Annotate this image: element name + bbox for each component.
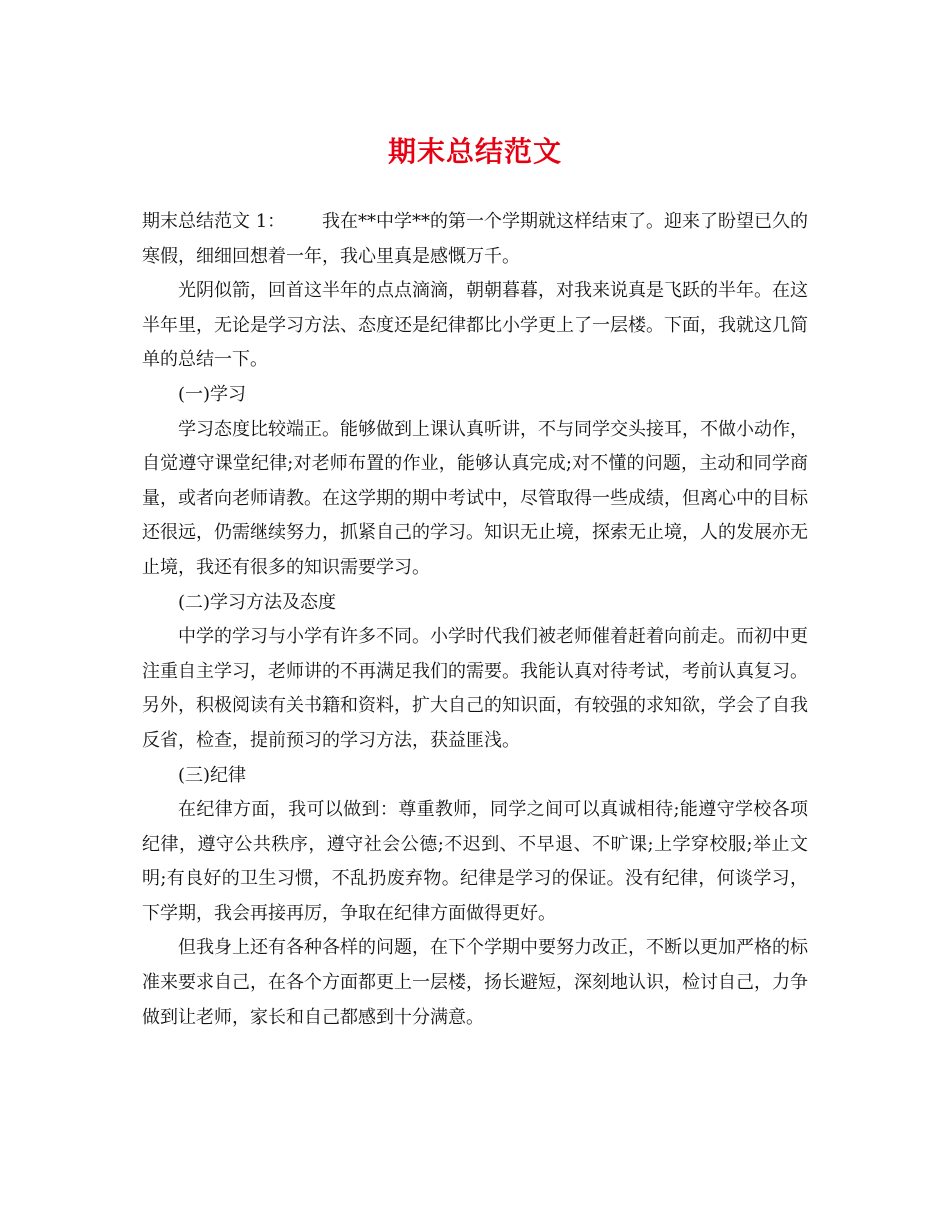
section-heading-discipline: (三)纪律 <box>178 764 247 786</box>
page-title: 期末总结范文 <box>387 135 562 168</box>
paragraph-2: 学习态度比较端正。能够做到上课认真听讲，不与同学交头接耳，不做小动作，自觉遵守课堂纪律;对老师布置的作业，能够认真完成;对不懂的问题，主动和同学商量，或者向老师请教。在这学期的期中考试中，尽管取得一些成绩，但离心中的目标还很远，仍需继续努力，抓紧自己的学习。知识无止境，探索无止境，人的发展亦无止境，我还有很多的知识需要学习。 <box>142 418 808 578</box>
paragraph-5: 但我身上还有各种各样的问题，在下个学期中要努力改正，不断以更加严格的标准来要求自己，在各个方面都更上一层楼，扬长避短，深刻地认识，检讨自己，力争做到让老师，家长和自己都感到十分满意。 <box>142 937 808 1028</box>
section-heading-method: (二)学习方法及态度 <box>178 591 337 613</box>
section-heading-study: (一)学习 <box>178 383 247 405</box>
paragraph-3: 中学的学习与小学有许多不同。小学时代我们被老师催着赶着向前走。而初中更注重自主学习，老师讲的不再满足我们的需要。我能认真对待考试，考前认真复习。另外，积极阅读有关书籍和资料，扩大自己的知识面，有较强的求知欲，学会了自我反省，检查，提前预习的学习方法，获益匪浅。 <box>142 626 808 751</box>
paragraph-1: 光阴似箭，回首这半年的点点滴滴，朝朝暮暮，对我来说真是飞跃的半年。在这半年里，无论是学习方法、态度还是纪律都比小学更上了一层楼。下面，我就这几简单的总结一下。 <box>142 280 808 371</box>
paragraph-4: 在纪律方面，我可以做到：尊重教师，同学之间可以真诚相待;能遵守学校各项纪律，遵守公共秩序，遵守社会公德;不迟到、不早退、不旷课;上学穿校服;举止文明;有良好的卫生习惯，不乱扔废弃物。纪律是学习的保证。没有纪律，何谈学习，下学期，我会再接再厉，争取在纪律方面做得更好。 <box>142 799 808 924</box>
intro-text: 我在**中学**的第一个学期就这样结束了。迎来了盼望已久的寒假，细细回想着一年，我心里真是感慨万千。 <box>142 211 808 267</box>
paragraph-intro <box>142 205 808 274</box>
intro-label: 期末总结范文 1： <box>142 211 286 232</box>
document-body <box>142 205 808 1035</box>
